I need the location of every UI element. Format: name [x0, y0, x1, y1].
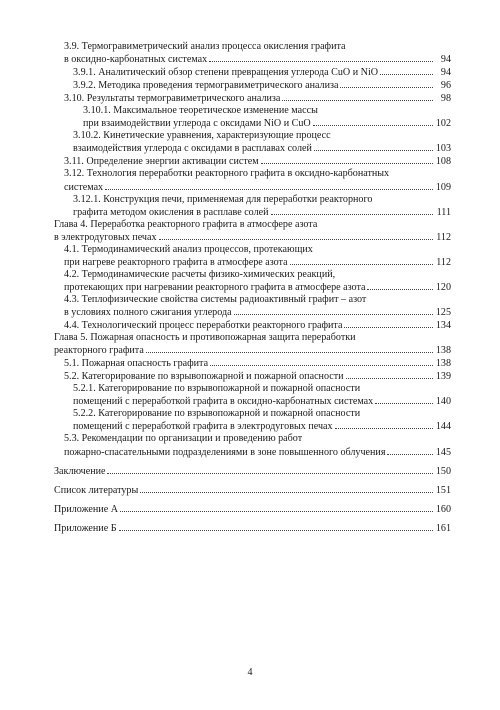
toc-entry-text: 3.12. Технология переработки реакторного графита в оксидно-карбонатных: [64, 168, 390, 180]
toc-entry: [54, 484, 451, 497]
toc-leader-dots: [344, 319, 433, 328]
toc-entry-text: 3.10.2. Кинетические уравнения, характеризующие процесс: [73, 130, 331, 142]
toc-leader-dots: [261, 155, 433, 164]
toc-leader-dots: [209, 53, 433, 62]
toc-entry: [54, 244, 451, 269]
toc-entry: [54, 357, 451, 370]
toc-entry: [54, 66, 451, 79]
toc-entry-text: в электродуговых печах: [54, 231, 157, 243]
toc-leader-dots: [234, 306, 433, 315]
toc-entry-text: при нагреве реакторного графита в атмосфере азота: [64, 256, 288, 268]
toc-entry-lastline: [73, 420, 451, 433]
toc-page-number: 125: [435, 306, 451, 318]
toc-page-number: 139: [435, 371, 451, 383]
toc-leader-dots: [271, 206, 433, 215]
toc-entry-lastline: [73, 142, 451, 155]
toc-entry-text: Список литературы: [54, 484, 139, 496]
toc-leader-dots: [346, 370, 433, 379]
toc-entry: [54, 332, 451, 357]
toc-entry-text: Заключение: [54, 465, 106, 477]
toc-leader-dots: [380, 66, 433, 75]
toc-page-number: 96: [440, 80, 451, 92]
toc-entry-text: реакторного графита: [54, 345, 144, 357]
toc-entry-text: 4.3. Теплофизические свойства системы радиоактивный графит – азот: [64, 293, 367, 305]
toc-entry-lastline: [64, 53, 451, 66]
toc-entry: [54, 383, 451, 408]
toc-entry-text: 5.1. Пожарная опасность графита: [64, 358, 209, 370]
toc-entry-text: Глава 4. Переработка реакторного графита в атмосфере азота: [54, 218, 318, 230]
toc-entry: [54, 433, 451, 458]
toc-page-number: 138: [435, 358, 451, 370]
toc-entry-text: пожарно-спасательными подразделениями в зоне повышенного облучения: [64, 446, 386, 458]
toc-entry-text: 3.9.2. Методика проведения термогравиметрического анализа: [73, 80, 339, 92]
toc-entry-lastline: [54, 484, 451, 497]
toc-entry-lastline: [64, 370, 451, 383]
toc-entry-lastline: [83, 117, 451, 130]
toc-leader-dots: [340, 79, 433, 88]
toc-entry: [54, 79, 451, 92]
toc-entry-text: протекающих при нагревании реакторного графита в атмосфере азота: [64, 281, 366, 293]
toc-entry-text: Приложение Б: [54, 522, 117, 534]
toc-entry-lastline: [54, 503, 451, 516]
toc-page-number: 151: [435, 484, 451, 496]
toc-page-number: 102: [435, 118, 451, 130]
toc-entry: [54, 269, 451, 294]
toc-entry: [54, 92, 451, 105]
toc-page-number: 103: [435, 143, 451, 155]
toc-entry-text: системах: [64, 181, 104, 193]
toc-entry-text: 4.1. Термодинамический анализ процессов, протекающих: [64, 243, 313, 255]
toc-page-number: 111: [436, 206, 451, 218]
toc-page-number: 134: [435, 320, 451, 332]
toc-entry-lastline: [64, 181, 451, 194]
toc-entry: [54, 408, 451, 433]
toc-entry-text: 5.2.2. Категорирование по взрывопожарной и пожарной опасности: [73, 408, 361, 420]
toc-entry: [54, 130, 451, 155]
toc-entry-text: взаимодействия углерода с оксидами в расплавах солей: [73, 143, 312, 155]
toc-entry-text: 3.9.1. Аналитический обзор степени превращения углерода CuO и NiO: [73, 67, 379, 79]
toc-entry-lastline: [73, 395, 451, 408]
toc-entry-text: 5.2.1. Категорирование по взрывопожарной и пожарной опасности: [73, 383, 361, 395]
toc-entry-lastline: [73, 66, 451, 79]
toc-page-number: 161: [435, 522, 451, 534]
toc-entry: [54, 41, 451, 66]
toc-entry-text: 4.4. Технологический процесс переработки реакторного графита: [64, 320, 343, 332]
toc-entry: [54, 155, 451, 168]
toc-entry-text: графита методом окисления в расплаве солей: [73, 206, 269, 218]
toc-entry-text: в условиях полного сжигания углерода: [64, 306, 232, 318]
toc-entry-text: 4.2. Термодинамические расчеты физико-химических реакций,: [64, 268, 336, 280]
toc-page-number: 94: [440, 67, 451, 79]
toc-leader-dots: [159, 231, 433, 240]
toc-entry-lastline: [54, 344, 451, 357]
toc-entry-lastline: [54, 522, 451, 535]
toc-entry-text: в оксидно-карбонатных системах: [64, 54, 208, 66]
toc-entry: [54, 294, 451, 319]
toc-entry: [54, 522, 451, 535]
toc-entry-text: 3.10.1. Максимальное теоретическое изменение массы: [83, 105, 318, 117]
toc-page-number: 140: [435, 396, 451, 408]
toc-leader-dots: [314, 142, 433, 151]
toc-leader-dots: [335, 420, 433, 429]
toc-leader-dots: [313, 117, 433, 126]
toc-page-number: 108: [435, 156, 451, 168]
toc-entry-text: 3.11. Определение энергии активации систем: [64, 156, 259, 168]
toc-entry: [54, 168, 451, 193]
toc-entry-lastline: [54, 231, 451, 244]
toc-entry-lastline: [73, 206, 451, 219]
toc-page-number: 144: [435, 421, 451, 433]
toc-entry-text: 5.3. Рекомендации по организации и проведению работ: [64, 433, 303, 445]
toc-entry-text: помещений с переработкой графита в электродуговых печах: [73, 421, 333, 433]
toc-leader-dots: [107, 465, 433, 474]
toc-entry-text: Глава 5. Пожарная опасность и противопожарная защита переработки: [54, 332, 356, 344]
toc-page-number: 112: [436, 231, 451, 243]
toc-page-number: 109: [435, 181, 451, 193]
toc-entry-lastline: [64, 281, 451, 294]
toc-page-number: 138: [435, 345, 451, 357]
toc-entry-lastline: [64, 92, 451, 105]
toc-entry-text: 3.9. Термогравиметрический анализ процесса окисления графита: [64, 41, 346, 52]
toc-leader-dots: [367, 281, 433, 290]
toc-page-number: 120: [435, 281, 451, 293]
toc-leader-dots: [375, 395, 433, 404]
toc-entry: [54, 503, 451, 516]
toc-page-number: 94: [440, 54, 451, 66]
toc-leader-dots: [120, 503, 433, 512]
page-number: 4: [247, 667, 253, 678]
toc-entry-text: 3.10. Результаты термогравиметрического анализа: [64, 93, 281, 105]
table-of-contents: [54, 41, 451, 535]
toc-page-number: 98: [440, 93, 451, 105]
toc-entry-lastline: [64, 155, 451, 168]
toc-page-number: 160: [435, 503, 451, 515]
toc-leader-dots: [210, 357, 433, 366]
toc-entry: [54, 219, 451, 244]
toc-leader-dots: [105, 181, 433, 190]
toc-leader-dots: [140, 484, 433, 493]
toc-entry: [54, 370, 451, 383]
toc-entry-lastline: [54, 465, 451, 478]
toc-entry-text: при взаимодействии углерода с оксидами NiO и CuO: [83, 118, 311, 130]
toc-leader-dots: [146, 344, 433, 353]
toc-entry-text: 5.2. Категорирование по взрывопожарной и пожарной опасности: [64, 371, 344, 383]
toc-entry: [54, 465, 451, 478]
toc-leader-dots: [290, 256, 433, 265]
toc-page-number: 150: [435, 465, 451, 477]
toc-entry-lastline: [73, 79, 451, 92]
toc-entry: [54, 194, 451, 219]
toc-leader-dots: [119, 522, 434, 531]
toc-entry-text: Приложение А: [54, 503, 118, 515]
toc-entry: [54, 105, 451, 130]
toc-entry-lastline: [64, 306, 451, 319]
toc-entry-text: помещений с переработкой графита в оксидно-карбонатных системах: [73, 396, 374, 408]
toc-leader-dots: [282, 92, 433, 101]
toc-leader-dots: [387, 446, 433, 455]
toc-page-number: 145: [435, 446, 451, 458]
toc-entry-text: 3.12.1. Конструкция печи, применяемая для переработки реакторного: [73, 193, 373, 205]
toc-entry: [54, 319, 451, 332]
toc-entry-lastline: [64, 256, 451, 269]
toc-entry-lastline: [64, 446, 451, 459]
toc-entry-lastline: [64, 357, 451, 370]
toc-entry-lastline: [64, 319, 451, 332]
toc-page-number: 112: [436, 256, 451, 268]
